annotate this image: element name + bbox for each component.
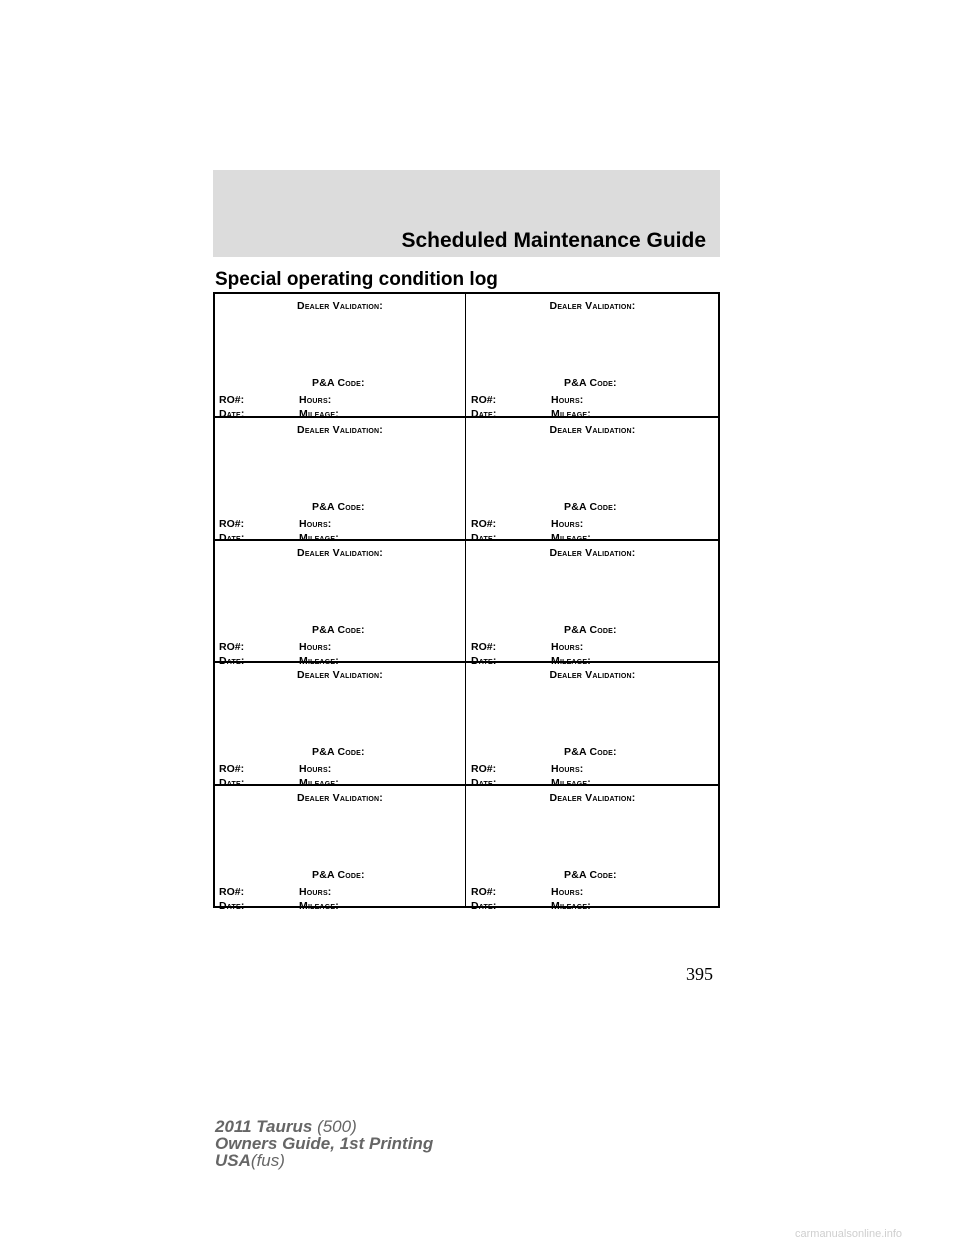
hours-label: Hours: <box>299 885 332 898</box>
dealer-validation-label: Dealer Validation: <box>297 791 383 804</box>
log-table <box>213 292 720 912</box>
hours-label: Hours: <box>551 518 584 531</box>
dealer-validation-label: Dealer Validation: <box>297 300 383 312</box>
log-row <box>215 661 718 790</box>
page-number: 395 <box>686 964 713 984</box>
footer-market-code: (fus) <box>250 1151 285 1170</box>
log-entry <box>467 786 718 912</box>
log-entry <box>215 786 466 912</box>
hours-label: Hours: <box>299 394 332 406</box>
mileage-label: Mileage: <box>299 408 339 420</box>
ro-label: RO#: <box>471 518 497 531</box>
mileage-label: Mileage: <box>551 532 591 545</box>
dealer-validation-label: Dealer Validation: <box>297 546 383 559</box>
ro-label: RO#: <box>471 640 497 653</box>
log-entry <box>467 418 718 545</box>
date-label: Date: <box>219 654 245 667</box>
dealer-validation-label: Dealer Validation: <box>297 424 383 437</box>
log-entry <box>215 294 466 420</box>
dealer-validation-label: Dealer Validation: <box>297 669 383 682</box>
mileage-label: Mileage: <box>551 899 591 912</box>
header-title: Scheduled Maintenance Guide <box>401 229 706 252</box>
mileage-label: Mileage: <box>299 532 339 545</box>
pa-code-label: P&A Code: <box>564 501 617 514</box>
pa-code-label: P&A Code: <box>312 377 365 389</box>
hours-label: Hours: <box>551 763 584 776</box>
date-label: Date: <box>471 899 497 912</box>
mileage-label: Mileage: <box>551 654 591 667</box>
log-row <box>215 294 718 420</box>
ro-label: RO#: <box>219 763 245 776</box>
ro-label: RO#: <box>219 885 245 898</box>
ro-label: RO#: <box>219 640 245 653</box>
mileage-label: Mileage: <box>299 654 339 667</box>
watermark: carmanualsonline.info <box>795 1228 903 1240</box>
log-row <box>215 539 718 667</box>
hours-label: Hours: <box>551 394 584 406</box>
mileage-label: Mileage: <box>299 777 339 790</box>
hours-label: Hours: <box>551 885 584 898</box>
pa-code-label: P&A Code: <box>564 377 617 389</box>
pa-code-label: P&A Code: <box>312 746 365 759</box>
pa-code-label: P&A Code: <box>564 868 617 881</box>
dealer-validation-label: Dealer Validation: <box>549 424 636 437</box>
ro-label: RO#: <box>471 394 497 406</box>
date-label: Date: <box>219 899 245 912</box>
mileage-label: Mileage: <box>551 777 591 790</box>
date-label: Date: <box>219 777 245 790</box>
log-entry <box>215 418 466 545</box>
ro-label: RO#: <box>471 763 497 776</box>
footer-printing: Owners Guide, 1st Printing <box>215 1134 434 1153</box>
log-entry <box>467 663 718 790</box>
section-title: Special operating condition log <box>215 269 498 290</box>
hours-label: Hours: <box>299 763 332 776</box>
hours-label: Hours: <box>299 640 332 653</box>
footer <box>215 1118 433 1169</box>
log-entry <box>215 541 466 667</box>
footer-market: USA <box>215 1151 251 1170</box>
date-label: Date: <box>471 777 497 790</box>
footer-model: 2011 Taurus <box>215 1117 313 1136</box>
pa-code-label: P&A Code: <box>564 623 617 636</box>
dealer-validation-label: Dealer Validation: <box>549 669 636 682</box>
date-label: Date: <box>471 532 497 545</box>
hours-label: Hours: <box>299 518 332 531</box>
pa-code-label: P&A Code: <box>312 868 365 881</box>
log-row <box>215 784 718 912</box>
mileage-label: Mileage: <box>551 408 591 420</box>
footer-model-code: (500) <box>317 1117 357 1136</box>
dealer-validation-label: Dealer Validation: <box>549 546 636 559</box>
date-label: Date: <box>471 654 497 667</box>
log-entry <box>467 294 718 420</box>
dealer-validation-label: Dealer Validation: <box>549 300 636 312</box>
dealer-validation-label: Dealer Validation: <box>549 791 636 804</box>
ro-label: RO#: <box>471 885 497 898</box>
log-entry <box>467 541 718 667</box>
date-label: Date: <box>219 532 245 545</box>
mileage-label: Mileage: <box>299 899 339 912</box>
ro-label: RO#: <box>219 394 245 406</box>
log-entry <box>215 663 466 790</box>
pa-code-label: P&A Code: <box>312 501 365 514</box>
log-row <box>215 416 718 545</box>
hours-label: Hours: <box>551 640 584 653</box>
ro-label: RO#: <box>219 518 245 531</box>
pa-code-label: P&A Code: <box>312 623 365 636</box>
date-label: Date: <box>219 408 245 420</box>
header-band <box>213 170 720 257</box>
date-label: Date: <box>471 408 497 420</box>
pa-code-label: P&A Code: <box>564 746 617 759</box>
